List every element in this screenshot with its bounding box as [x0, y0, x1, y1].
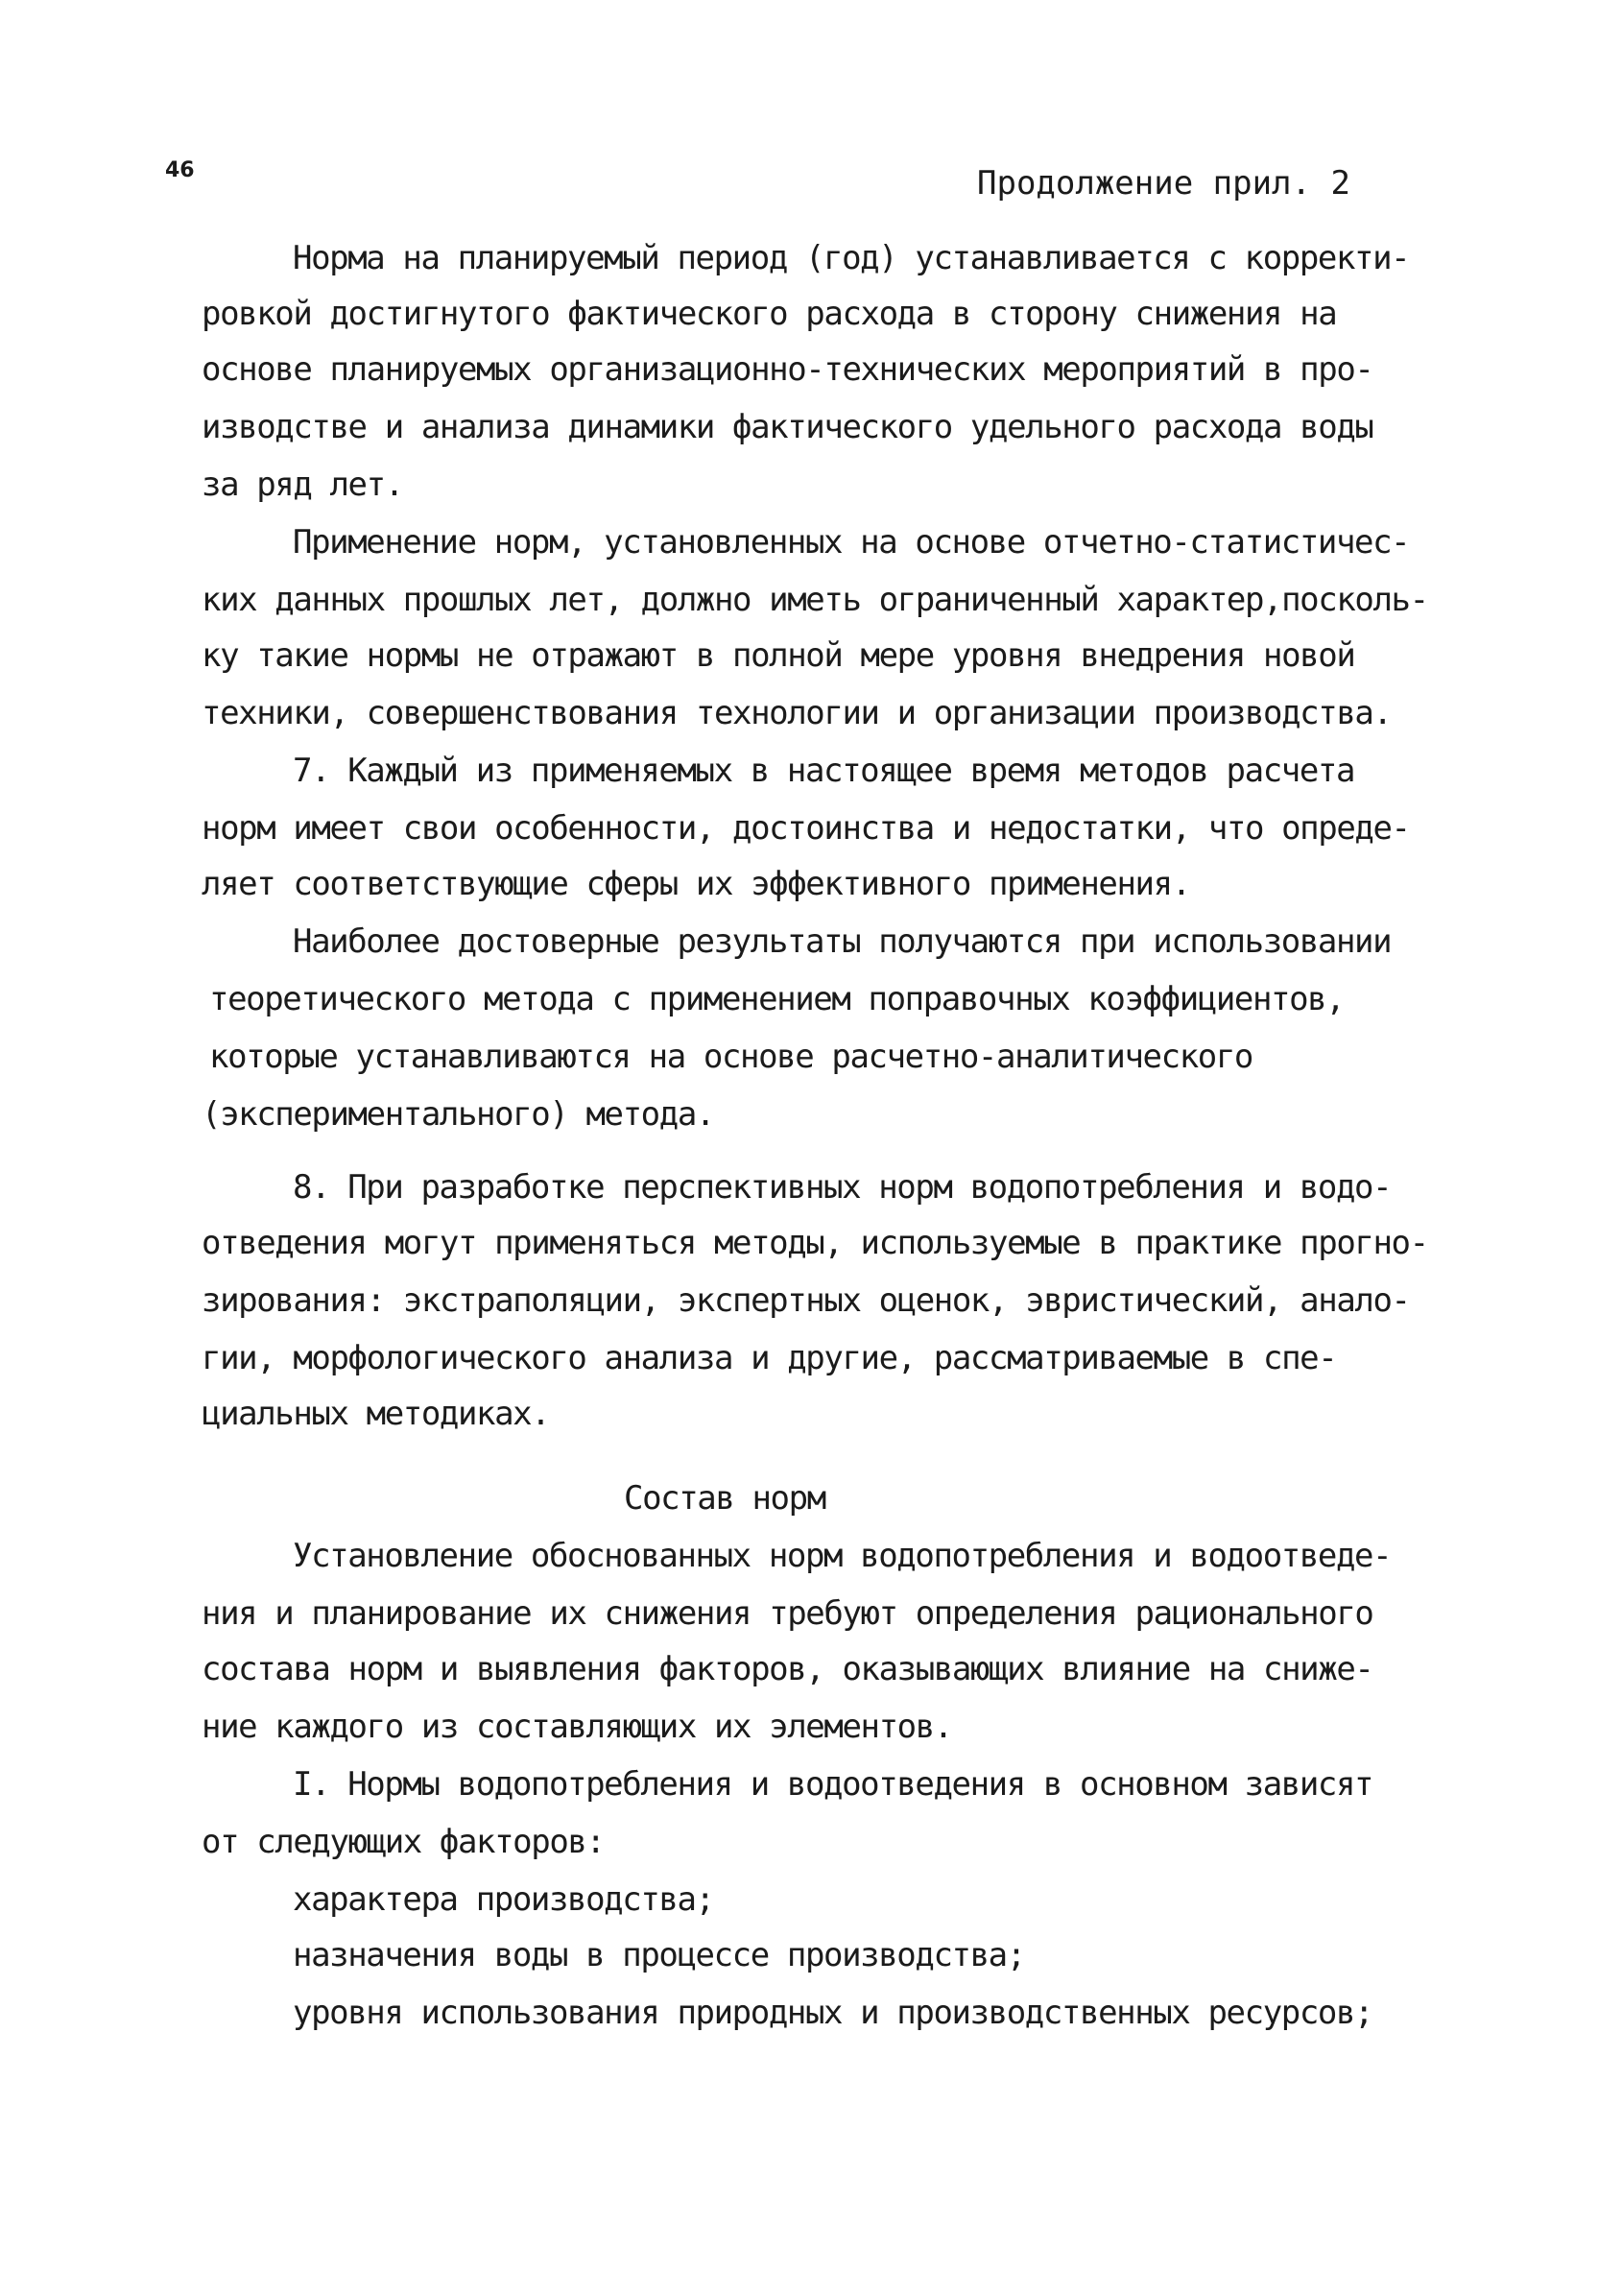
text-line: 7. Каждый из применяемых в настоящее время методов расчета [293, 752, 1355, 790]
text-line: (экспериментального) метода. [202, 1095, 714, 1134]
text-line: ние каждого из составляющих их элементов. [202, 1708, 952, 1746]
text-line: Наиболее достоверные результаты получаются при использовании [293, 922, 1392, 961]
text-line: ких данных прошлых лет, должно иметь ограниченный характер,посколь- [202, 581, 1428, 619]
text-line: ляет соответствующие сферы их эффективного применения. [202, 865, 1190, 903]
text-line: ния и планирование их снижения требуют определения рационального [202, 1594, 1373, 1633]
text-line: характера производства; [293, 1880, 714, 1919]
text-line: I. Нормы водопотребления и водоотведения в основном зависят [293, 1765, 1373, 1804]
text-line: уровня использования природных и производственных ресурсов; [293, 1994, 1373, 2032]
text-line: назначения воды в процессе производства; [293, 1936, 1025, 1974]
text-line: циальных методиках. [202, 1395, 550, 1433]
text-line: техники, совершенствования технологии и организации производства. [202, 694, 1392, 732]
text-line: ку такие нормы не отражают в полной мере уровня внедрения новой [202, 636, 1355, 675]
text-line: изводстве и анализа динамики фактического удельного расхода воды [202, 408, 1373, 446]
text-line: состава норм и выявления факторов, оказывающих влияние на сниже- [202, 1650, 1373, 1688]
text-line: от следующих факторов: [202, 1823, 605, 1861]
text-line: ровкой достигнутого фактического расхода в сторону снижения на [202, 295, 1337, 333]
continuation-label: Продолжение прил. 2 [977, 164, 1350, 203]
text-line: теоретического метода с применением поправочных коэффициентов, [209, 980, 1345, 1018]
text-line: норм имеет свои особенности, достоинства и недостатки, что опреде- [202, 809, 1410, 848]
text-line: за ряд лет. [202, 466, 403, 504]
text-line: гии, морфологического анализа и другие, рассматриваемые в спе- [202, 1339, 1337, 1377]
page-number: 46 [165, 158, 195, 182]
text-line: отведения могут применяться методы, используемые в практике прогно- [202, 1224, 1428, 1262]
section-heading: Состав норм [624, 1479, 825, 1518]
text-line: Норма на планируемый период (год) устанавливается с корректи- [293, 239, 1410, 277]
text-line: Установление обоснованных норм водопотребления и водоотведе- [293, 1537, 1392, 1575]
text-line: которые устанавливаются на основе расчетно-аналитического [209, 1038, 1252, 1076]
text-line: 8. При разработке перспективных норм водопотребления и водо- [293, 1168, 1392, 1207]
text-line: Применение норм, установленных на основе отчетно-статистичес- [293, 523, 1410, 562]
text-line: зирования: экстраполяции, экспертных оценок, эвристический, анало- [202, 1281, 1410, 1320]
text-line: основе планируемых организационно-технических мероприятий в про- [202, 350, 1373, 389]
